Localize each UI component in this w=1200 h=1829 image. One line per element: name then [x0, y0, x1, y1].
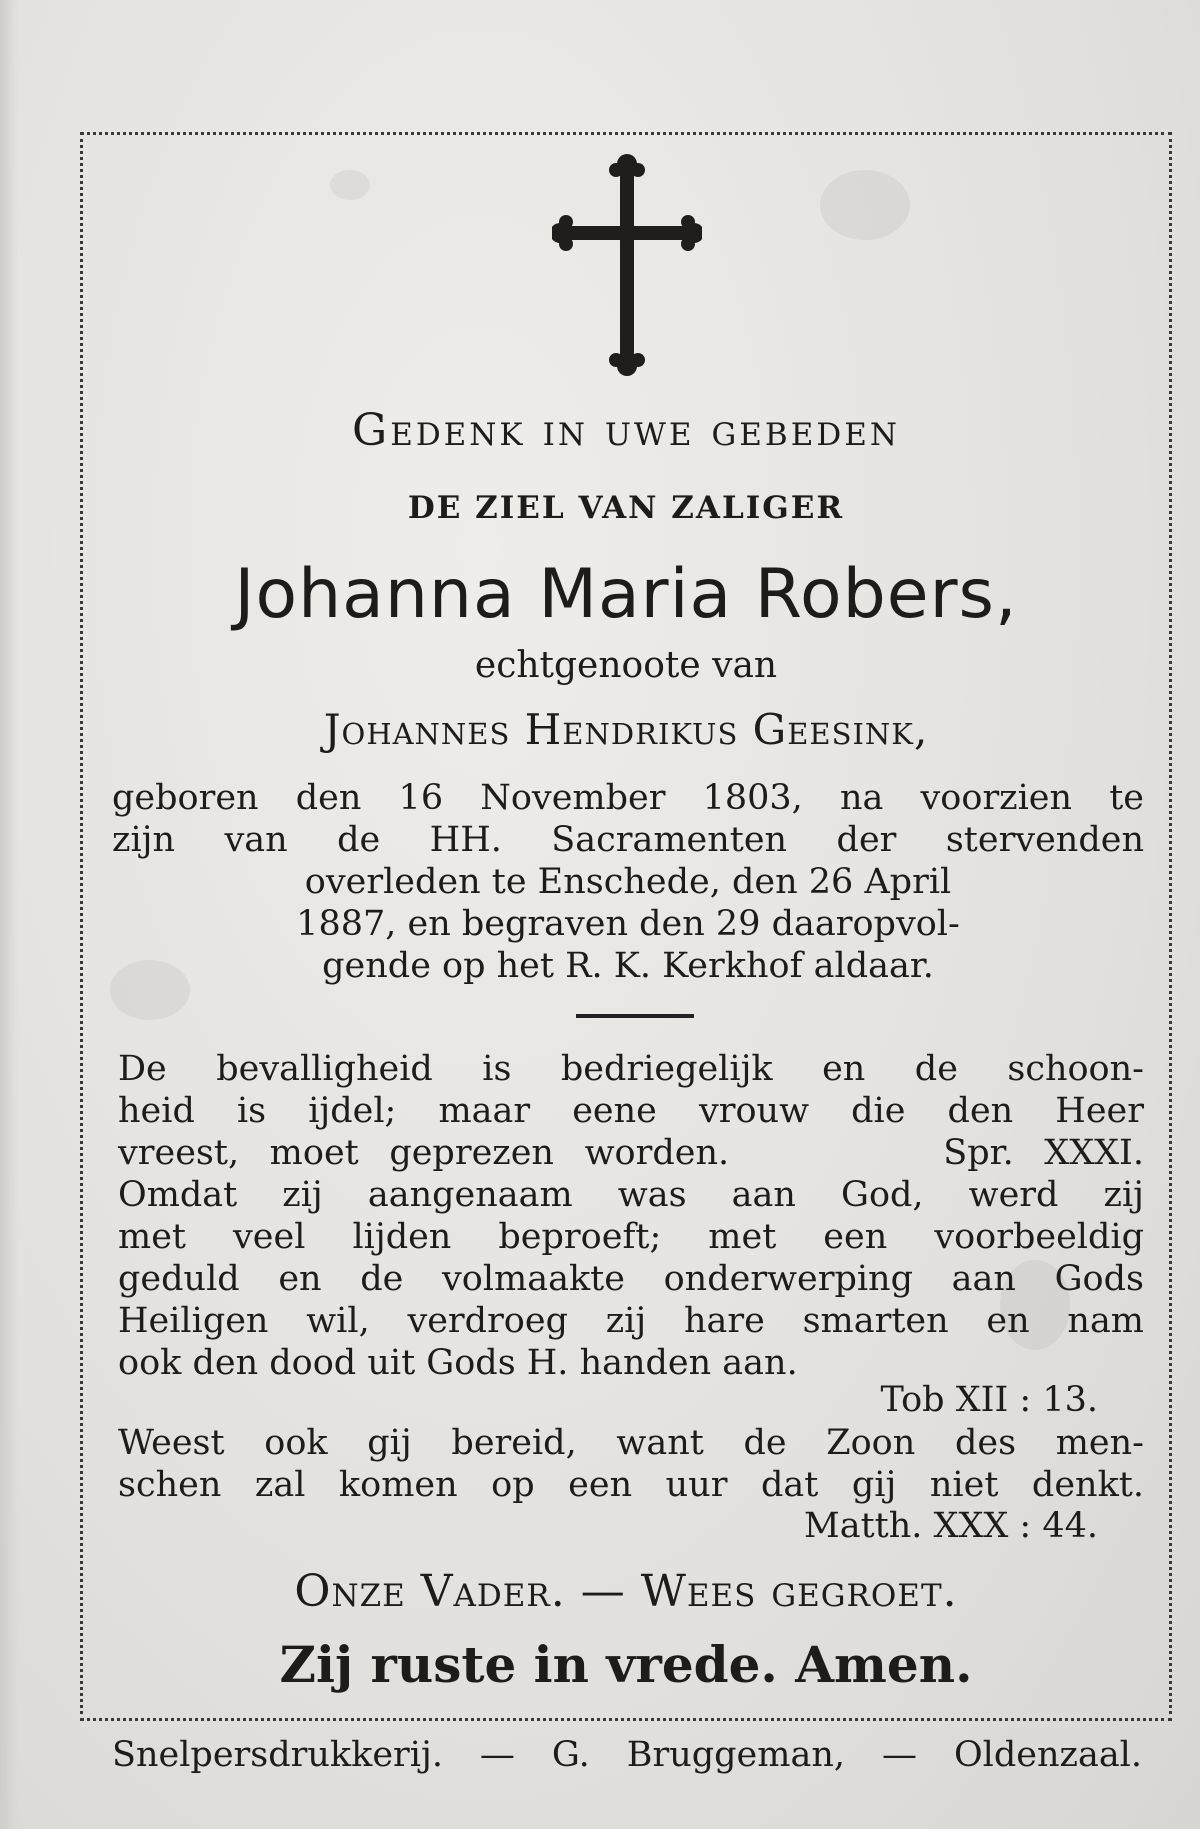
deceased-name: Johanna Maria Robers,	[234, 555, 1018, 634]
scripture-reference: Matth. XXX : 44.	[803, 1506, 1098, 1546]
divider-rule	[576, 1014, 694, 1018]
scripture-reference: Tob XII : 13.	[880, 1380, 1098, 1420]
bio-line: zijn van de HH. Sacramenten der stervenden	[112, 820, 1144, 860]
quote-line: Omdat zij aangenaam was aan God, werd zij	[118, 1175, 1144, 1215]
printer-imprint: Snelpersdrukkerij. — G. Bruggeman, — Oldenzaal.	[112, 1735, 1142, 1775]
bio-line: overleden te Enschede, den 26 April	[304, 862, 952, 902]
heading: Gedenk in uwe gebeden	[352, 405, 900, 456]
cross-icon	[552, 150, 702, 380]
bio-line: geboren den 16 November 1803, na voorzien te	[112, 778, 1144, 818]
scripture-quote	[118, 1422, 1144, 1506]
biography	[112, 777, 1144, 987]
quote-line: ook den dood uit Gods H. handen aan.	[118, 1343, 798, 1383]
quote-line: heid is ijdel; maar eene vrouw die den Heer	[118, 1091, 1144, 1131]
card-edge-shadow	[0, 0, 18, 1829]
bio-line: 1887, en begraven den 29 daaropvol-	[296, 904, 960, 944]
quote-line: Heiligen wil, verdroeg zij hare smarten en nam	[118, 1301, 1144, 1341]
quote-line: met veel lijden beproeft; met een voorbeeldig	[118, 1217, 1144, 1257]
prayers-line: Onze Vader. — Wees gegroet.	[294, 1566, 958, 1617]
spouse-intro: echtgenoote van	[474, 645, 778, 686]
quote-line: Weest ook gij bereid, want de Zoon des men-	[118, 1423, 1144, 1463]
quote-line: schen zal komen op een uur dat gij niet denkt.	[118, 1465, 1144, 1505]
spouse-name: Johannes Hendrikus Geesink,	[323, 705, 929, 754]
bio-line: gende op het R. K. Kerkhof aldaar.	[322, 946, 934, 986]
quote-line: vreest, moet geprezen worden. Spr. XXXI.	[118, 1133, 1144, 1173]
quote-line: geduld en de volmaakte onderwerping aan Gods	[118, 1259, 1144, 1299]
scripture-quote	[118, 1174, 1144, 1384]
scripture-quote	[118, 1048, 1144, 1174]
subheading: DE ZIEL VAN ZALIGER	[407, 490, 845, 526]
quote-line: De bevalligheid is bedriegelijk en de schoon-	[118, 1049, 1144, 1089]
closing-blessing: Zij ruste in vrede. Amen.	[279, 1635, 973, 1694]
